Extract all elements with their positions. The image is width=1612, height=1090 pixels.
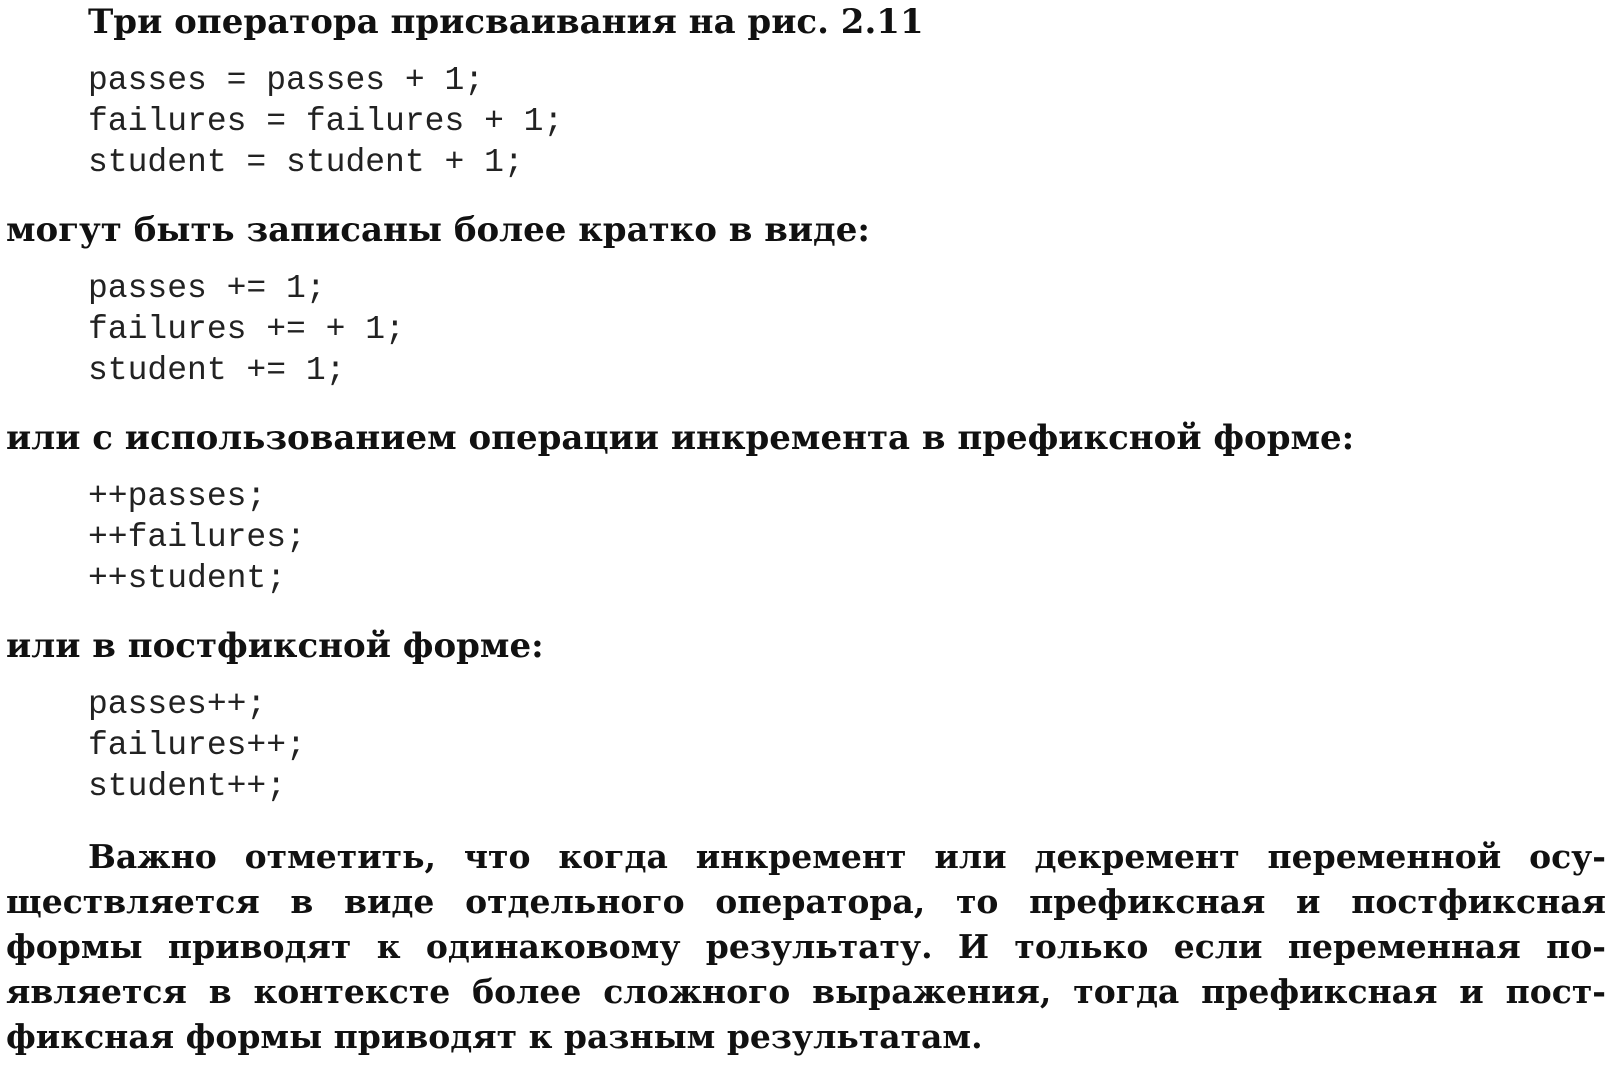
code-line: student++; [88,768,287,805]
code-line: student = student + 1; [88,144,524,181]
code-line: failures++; [88,727,306,764]
shorter-form-text: могут быть записаны более кратко в виде: [6,210,870,250]
code-line: passes++; [88,686,267,723]
explanation-paragraph [6,834,1606,1059]
paragraph-line: фиксная формы приводят к разным результатам. [6,1017,983,1056]
code-block-postfix [88,684,306,807]
code-block-compound [88,268,405,391]
code-block-assignments [88,60,563,183]
prefix-form-text: или с использованием операции инкремента в префиксной форме: [6,418,1355,458]
code-line: failures = failures + 1; [88,103,564,140]
code-line: ++passes; [88,478,267,515]
code-line: passes += 1; [88,270,326,307]
postfix-form-text: или в постфиксной форме: [6,626,544,666]
paragraph-line: Важно отметить, что когда инкремент или декремент переменной осу- [88,837,1606,876]
paragraph-line: ществляется в виде отдельного оператора, то префиксная и постфиксная [6,882,1606,921]
code-line: student += 1; [88,352,346,389]
paragraph-line: формы приводят к одинаковому результату. И только если переменная по- [6,927,1606,966]
code-line: ++failures; [88,519,306,556]
paragraph-line: является в контексте более сложного выражения, тогда префиксная и пост- [6,972,1606,1011]
code-line: failures += + 1; [88,311,405,348]
code-line: ++student; [88,560,287,597]
code-block-prefix [88,476,306,599]
intro-text: Три оператора присваивания на рис. 2.11 [88,2,924,42]
code-line: passes = passes + 1; [88,62,485,99]
